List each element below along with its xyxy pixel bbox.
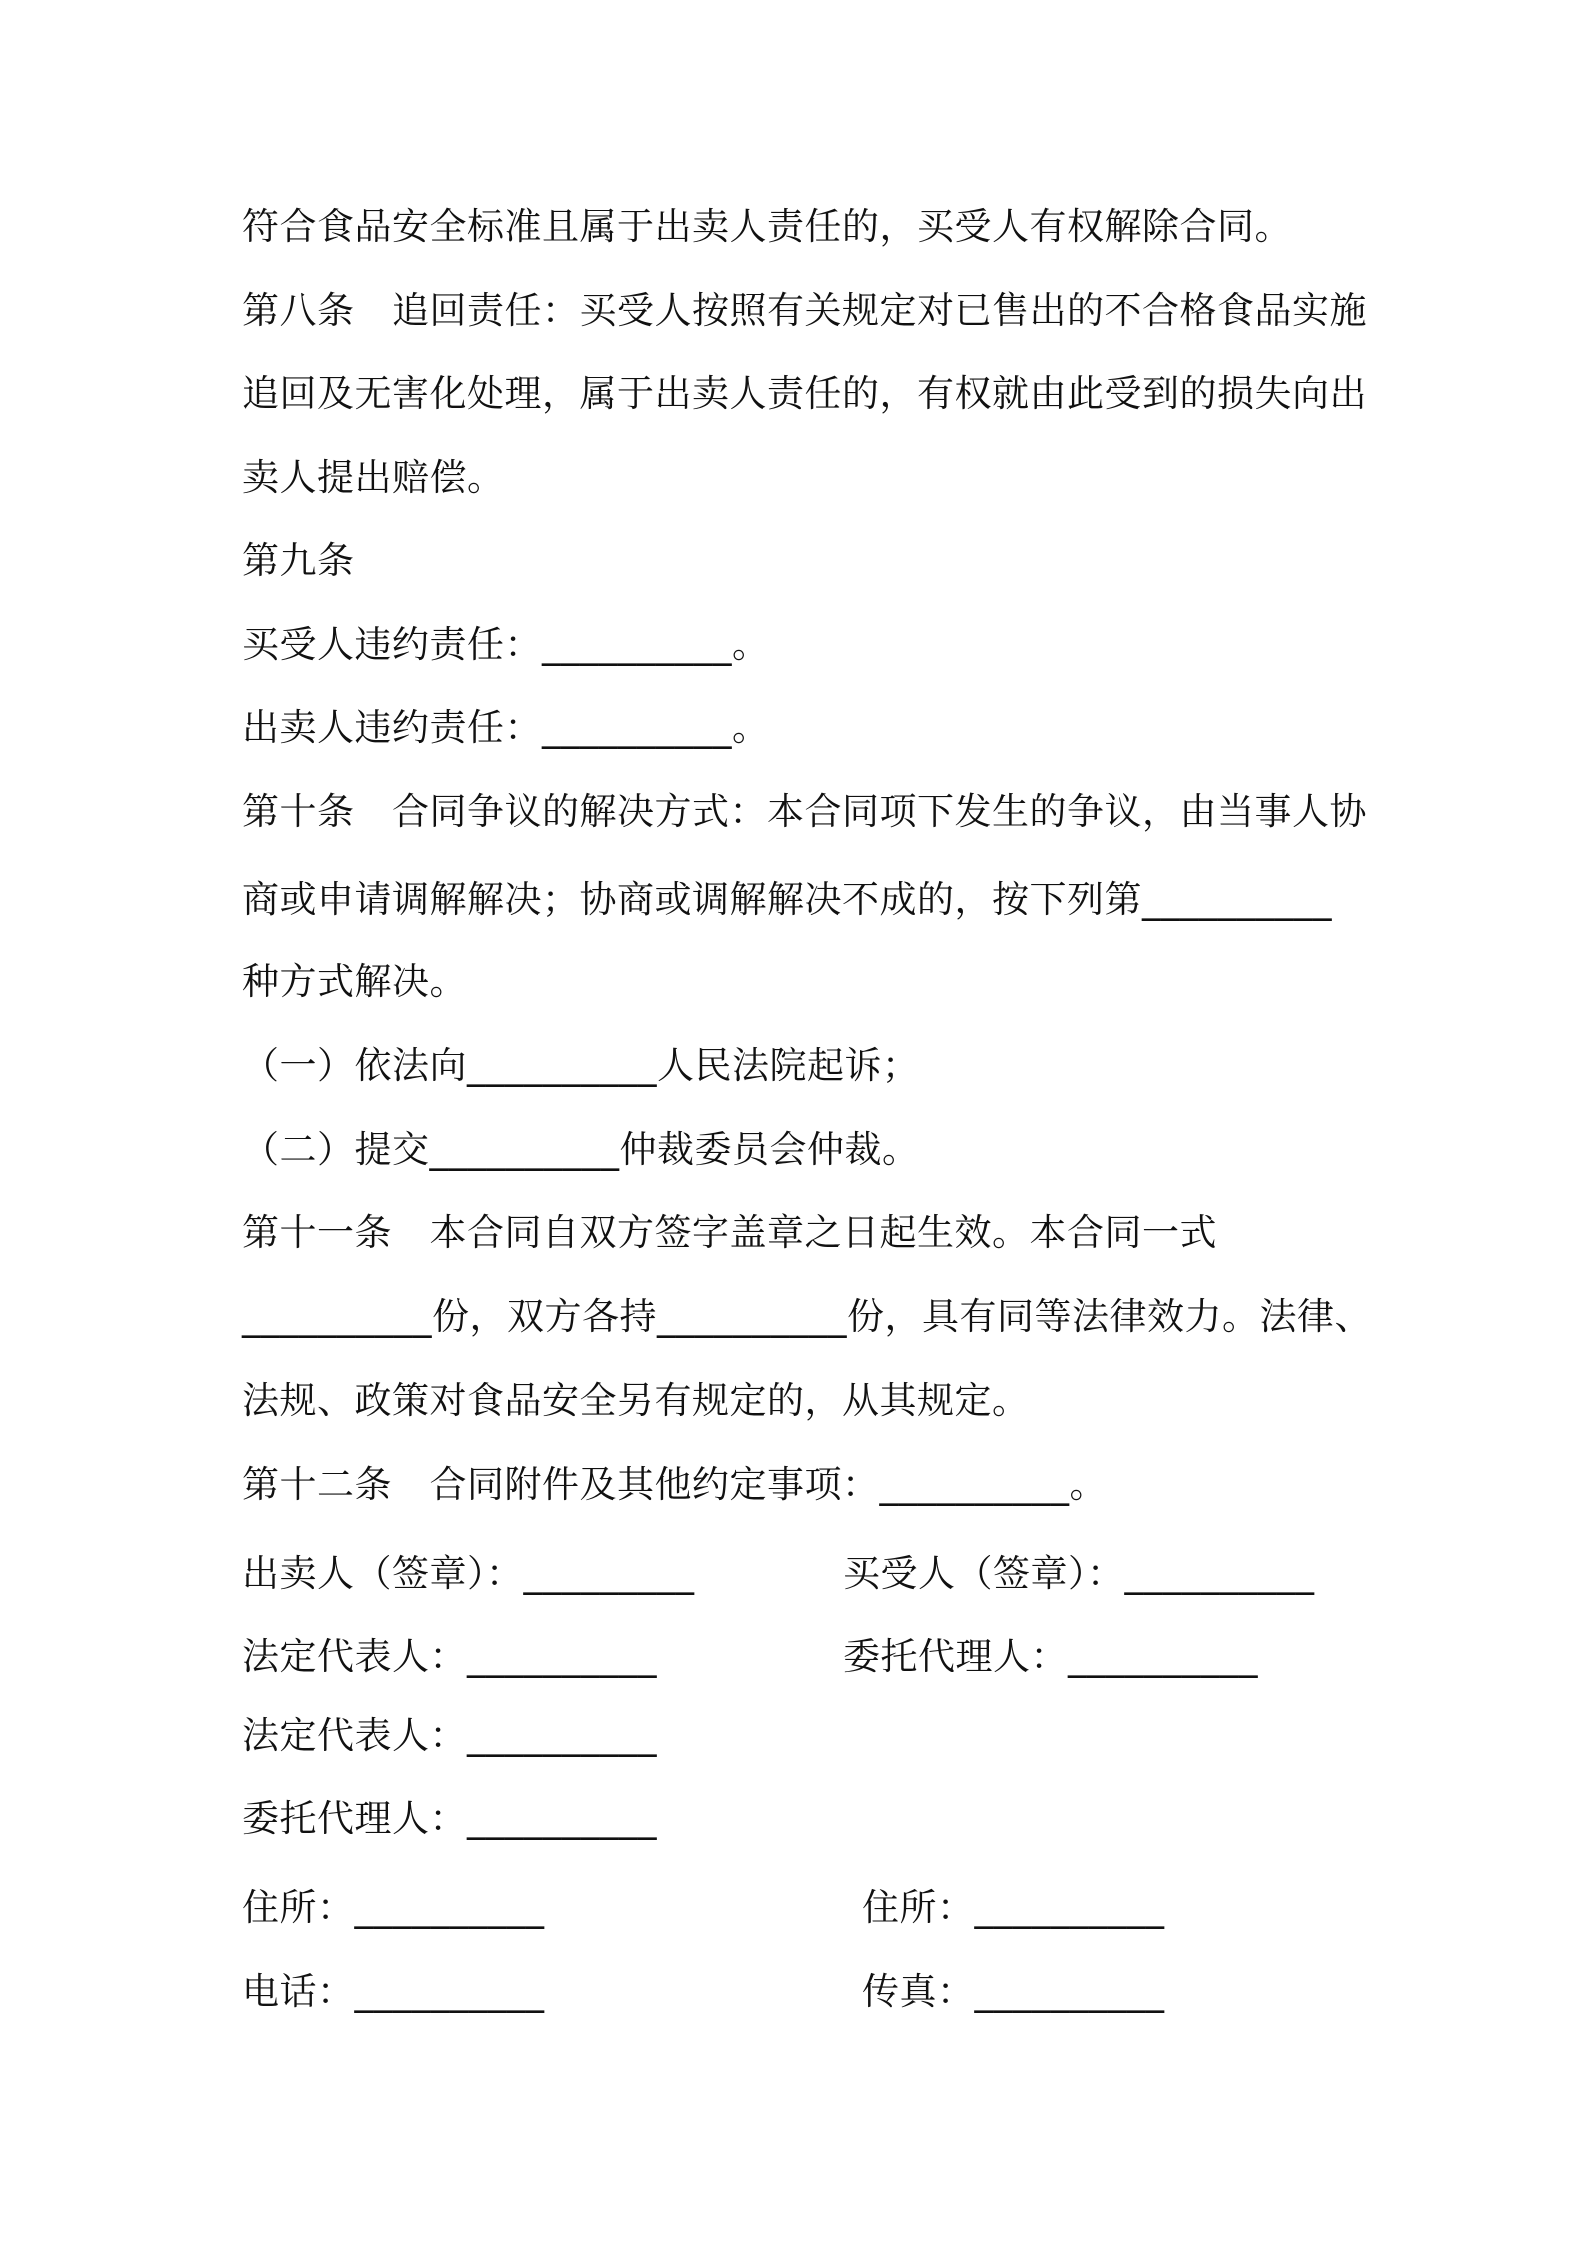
clause-9-heading: 第九条: [242, 539, 355, 582]
clause-7-continuation: 符合食品安全标准且属于出卖人责任的，买受人有权解除合同。: [242, 205, 1292, 248]
seller-breach-line: 出卖人违约责任：__________。: [242, 706, 770, 749]
clause-10-line-2: 商或申请调解解决；协商或调解解决不成的，按下列第__________: [242, 878, 1332, 921]
buyer-signature: 买受人（签章）：__________: [843, 1552, 1315, 1595]
clause-10-line-3: 种方式解决。: [242, 960, 467, 1003]
clause-8-line-2: 追回及无害化处理，属于出卖人责任的，有权就由此受到的损失向出: [242, 372, 1367, 415]
seller-signature: 出卖人（签章）：_________: [242, 1552, 695, 1595]
clause-10-line-1: 第十条 合同争议的解决方式：本合同项下发生的争议，由当事人协: [242, 790, 1367, 833]
clause-8-line-1: 第八条 追回责任：买受人按照有关规定对已售出的不合格食品实施: [242, 289, 1367, 332]
option-arbitration: （二）提交__________仲裁委员会仲裁。: [242, 1128, 920, 1171]
option-court: （一）依法向__________人民法院起诉；: [242, 1044, 920, 1087]
seller-phone: 电话：__________: [242, 1970, 545, 2013]
seller-address: 住所：__________: [242, 1886, 545, 1929]
seller-legal-rep: 法定代表人：__________: [242, 1635, 657, 1678]
buyer-legal-rep: 法定代表人：__________: [242, 1714, 657, 1757]
seller-agent: 委托代理人：__________: [242, 1797, 657, 1840]
clause-8-line-3: 卖人提出赔偿。: [242, 456, 505, 499]
clause-11-line-2: __________份，双方各持__________份，具有同等法律效力。法律、: [242, 1295, 1372, 1338]
clause-12-line: 第十二条 合同附件及其他约定事项：__________。: [242, 1463, 1107, 1506]
clause-11-line-3: 法规、政策对食品安全另有规定的，从其规定。: [242, 1379, 1030, 1422]
buyer-agent: 委托代理人：__________: [843, 1635, 1258, 1678]
buyer-address: 住所：__________: [862, 1886, 1165, 1929]
buyer-breach-line: 买受人违约责任：__________。: [242, 623, 770, 666]
buyer-fax: 传真：__________: [862, 1970, 1165, 2013]
clause-11-line-1: 第十一条 本合同自双方签字盖章之日起生效。本合同一式: [242, 1211, 1217, 1254]
